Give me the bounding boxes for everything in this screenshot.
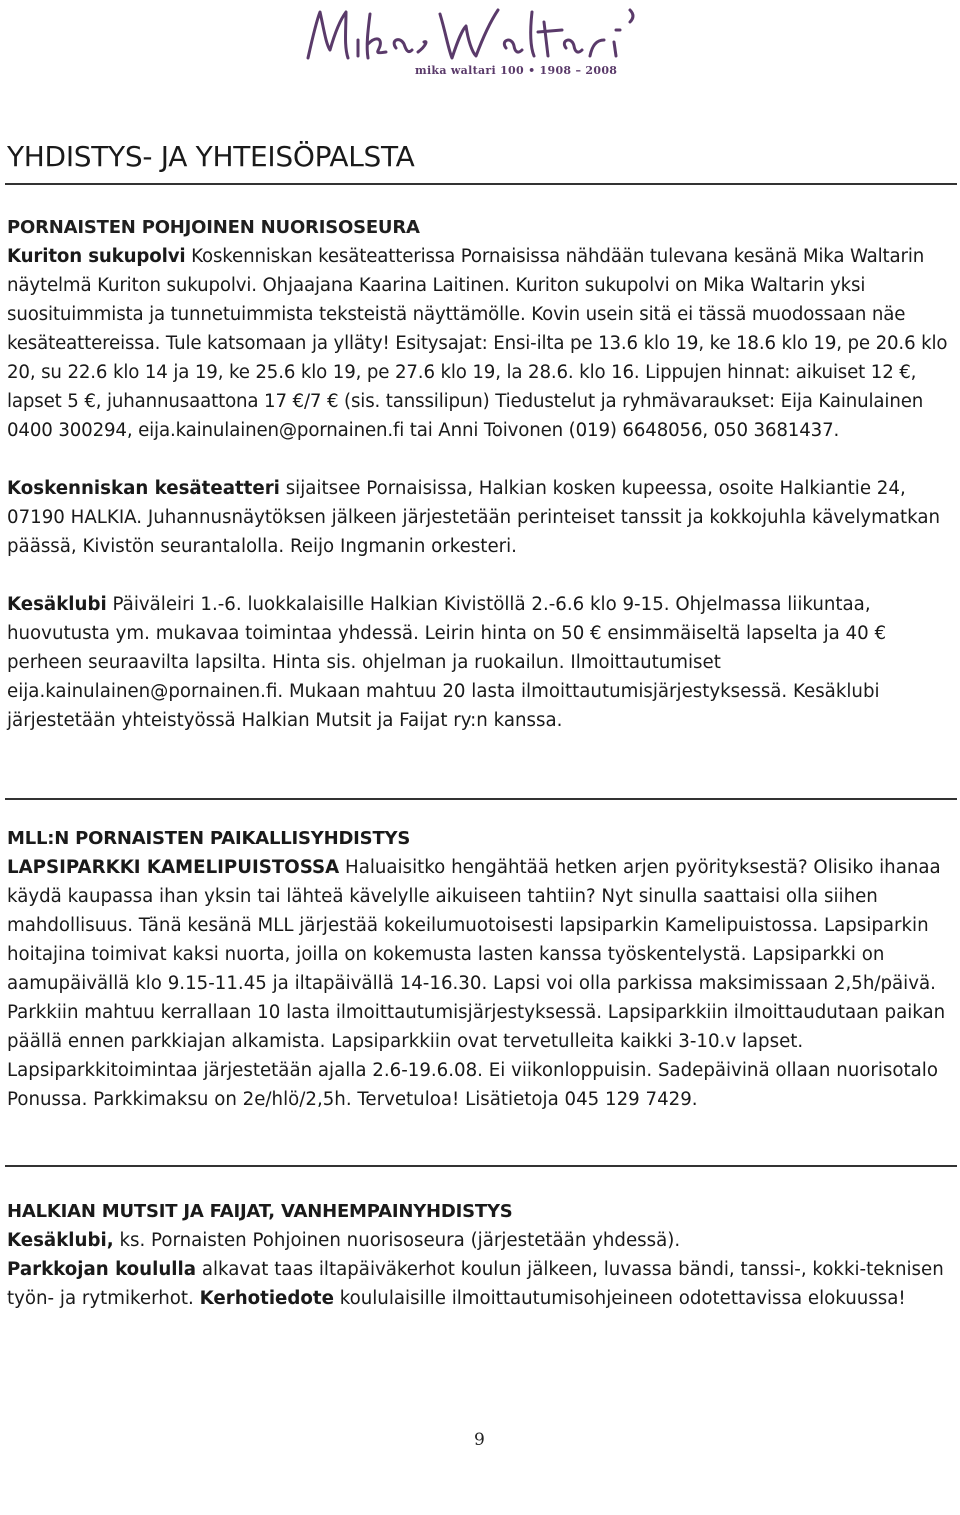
bold-lead: Kesäklubi, <box>7 1230 114 1251</box>
page-number: 9 <box>474 1430 485 1450</box>
paragraph-text: Päiväleiri 1.-6. luokkalaisille Halkian Kivistöllä 2.-6.6 klo 9-15. Ohjelmassa liikuntaa, huovutusta ym. mukavaa toimintaa yhdessä. Leirin hinta on 50 € ensimmäiseltä lapselta ja 40 € perheen seuraavilta lapsilta. Hinta sis. ohjelman ja ruokailun. Ilmoittautumiset eija.kainulainen@pornainen.fi. Mukaan mahtuu 20 lasta ilmoittautumisjärjestyksessä. Kesäklubi järjestetään yhteistyössä Halkian Mutsit ja Faijat ry:n kanssa. <box>7 594 887 731</box>
paragraph-lapsiparkki <box>7 853 957 1114</box>
paragraph-parkkojan-koululla <box>7 1255 957 1313</box>
section-heading: PORNAISTEN POHJOINEN NUORISOSEURA <box>7 217 420 238</box>
logo-caption: mika waltari 100 • 1908 – 2008 <box>415 64 618 77</box>
title-divider <box>5 183 957 185</box>
paragraph-kesaklubi <box>7 590 957 735</box>
page-title: YHDISTYS- JA YHTEISÖPALSTA <box>7 140 415 173</box>
bold-inline: Kerhotiedote <box>199 1288 334 1309</box>
paragraph-kesaklubi-reference <box>7 1226 957 1255</box>
bold-lead: Parkkojan koululla <box>7 1259 197 1280</box>
section-divider <box>5 1165 957 1167</box>
bold-lead: Kuriton sukupolvi <box>7 246 186 267</box>
section-mll-pornaisten-paikallisyhdistys <box>7 824 957 1114</box>
paragraph-text: ks. Pornaisten Pohjoinen nuorisoseura (järjestetään yhdessä). <box>113 1230 681 1251</box>
signature-logo-graphic <box>300 0 660 64</box>
paragraph-text: Koskenniskan kesäteatterissa Pornaisissa nähdään tulevana kesänä Mika Waltarin näytelmä Kuriton sukupolvi. Ohjaajana Kaarina Laitinen. Kuriton sukupolvi on Mika Waltarin yksi suosituimmista ja tunnetuimmista teksteistä näyttämölle. Kovin usein sitä ei tässä muodossaan näe kesäteattereissa. Tule katsomaan ja ylläty! Esitysajat: Ensi-ilta pe 13.6 klo 19, ke 18.6 klo 19, pe 20.6 klo 20, su 22.6 klo 14 ja 19, ke 25.6 klo 19, pe 27.6 klo 19, la 28.6. klo 16. Lippujen hinnat: aikuiset 12 €, lapset 5 €, juhannusaattona 17 €/7 € (sis. tanssilipun) Tiedustelut ja ryhmävaraukset: Eija Kainulainen 0400 300294, eija.kainulainen@pornainen.fi tai Anni Toivonen (019) 6648056, 050 3681437. <box>7 246 948 441</box>
paragraph-kuriton-sukupolvi <box>7 242 957 445</box>
paragraph-text: koululaisille ilmoittautumisohjeineen odotettavissa elokuussa! <box>333 1288 906 1309</box>
section-halkian-mutsit-ja-faijat <box>7 1197 957 1313</box>
bold-lead: LAPSIPARKKI KAMELIPUISTOSSA <box>7 857 340 878</box>
bold-lead: Kesäklubi <box>7 594 107 615</box>
mika-waltari-logo <box>300 0 660 90</box>
paragraph-text: Haluaisitko hengähtää hetken arjen pyörityksestä? Olisiko ihanaa käydä kaupassa ihan yksin tai lähteä kävelylle aikuiseen tahtiin? Nyt sinulla saattaisi olla siihen mahdollisuus. Tänä kesänä MLL järjestää kokeilumuotoisesti lapsiparkin Kamelipuistossa. Lapsiparkin hoitajina toimivat kaksi nuorta, joilla on kokemusta lasten kanssa työskentelystä. Lapsiparkki on aamupäivällä klo 9.15-11.45 ja iltapäivällä 14-16.30. Lapsi voi olla parkissa maksimissaan 2,5h/päivä. Parkkiin mahtuu kerrallaan 10 lasta ilmoittautumisjärjestyksessä. Lapsiparkkiin ilmoittaudutaan paikan päällä ennen parkkiajan alkamista. Lapsiparkkiin ovat tervetulleita kaikki 3-10.v lapset. Lapsiparkkitoimintaa järjestetään ajalla 2.6-19.6.08. Ei viikonloppuisin. Sadepäivinä ollaan nuorisotalo Ponussa. Parkkimaksu on 2e/hlö/2,5h. Tervetuloa! Lisätietoja 045 129 7429. <box>7 857 946 1110</box>
section-heading: MLL:N PORNAISTEN PAIKALLISYHDISTYS <box>7 828 411 849</box>
paragraph-koskenniskan-kesateatteri <box>7 474 957 561</box>
section-divider <box>5 798 957 800</box>
section-heading: HALKIAN MUTSIT JA FAIJAT, VANHEMPAINYHDISTYS <box>7 1201 513 1222</box>
paragraph-text: sijaitsee Pornaisissa, Halkian kosken kupeessa, osoite Halkiantie 24, 07190 HALKIA. Juhannusnäytöksen jälkeen järjestetään perinteiset tanssit ja kokkojuhla kävelymatkan päässä, Kivistön seurantalolla. Reijo Ingmanin orkesteri. <box>7 478 941 557</box>
paragraph-text: alkavat taas iltapäiväkerhot koulun jälkeen, luvassa bändi, tanssi-, kokki-teknisen työn- ja rytmikerhot. <box>7 1259 944 1309</box>
section-pornaisten-pohjoinen-nuorisoseura <box>7 213 957 735</box>
bold-lead: Koskenniskan kesäteatteri <box>7 478 280 499</box>
